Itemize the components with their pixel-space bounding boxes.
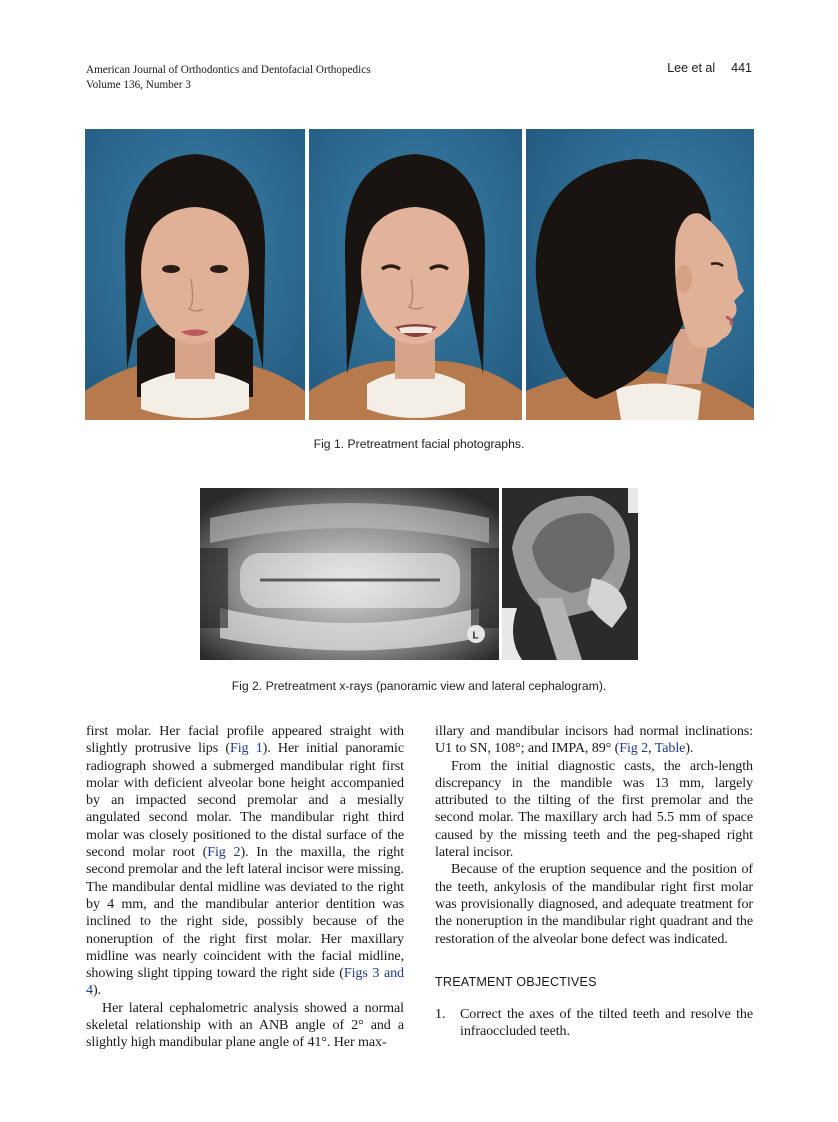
panoramic-xray xyxy=(200,488,499,660)
figures-3-4-reference-link[interactable]: Figs 3 and 4 xyxy=(86,965,404,999)
list-text: Correct the axes of the tilted teeth and resolve the infraoccluded teeth. xyxy=(460,1006,753,1040)
page-number: 441 xyxy=(731,61,752,75)
body-paragraph: Her lateral cephalometric analysis showed a normal skeletal relationship with an ANB angle of 2° and a slightly high mandibular plane angle of 41°. Her max- xyxy=(86,999,404,1051)
body-paragraph: Because of the eruption sequence and the position of the teeth, ankylosis of the mandibular right first molar was provisionally diagnosed, and adequate treatment for the noneruption in the mandibular right quadrant and the restoration of the alveolar bone defect was indicated. xyxy=(435,861,753,947)
text-run: , xyxy=(648,740,655,757)
figure-2-reference-link[interactable]: Fig 2 xyxy=(619,740,649,757)
text-run: ). Her initial panoramic radiograph showed a submerged mandibular right first molar with deficient alveolar bone height accompanied by an impacted second premolar and a mesially angulated second molar. The mandibular right third molar was closely positioned to the distal surface of the second molar root ( xyxy=(86,740,405,861)
author-running-head: Lee et al xyxy=(667,61,716,75)
body-paragraph xyxy=(435,723,753,758)
text-run: ). xyxy=(685,740,694,757)
right-column xyxy=(435,723,753,1041)
left-column xyxy=(86,723,404,1052)
objective-list-item xyxy=(435,1006,753,1041)
text-run: ). In the maxilla, the right second premolar and the left lateral incisor were missing. The mandibular dental midline was deviated to the right by 4 mm, and the mandibular anterior dentition was inclined to the right side, possibly because of the noneruption of the right first molar. Her maxillary midline was nearly coincident with the facial midline, showing slight tipping toward the right side ( xyxy=(86,844,405,982)
body-paragraph xyxy=(86,723,404,1000)
journal-title: American Journal of Orthodontics and Dentofacial Orthopedics xyxy=(86,64,371,76)
section-heading: TREATMENT OBJECTIVES xyxy=(435,974,597,989)
list-number: 1. xyxy=(435,1006,446,1023)
journal-volume: Volume 136, Number 3 xyxy=(86,79,191,91)
running-header xyxy=(86,63,371,93)
frontal-rest-photo xyxy=(85,129,305,420)
figure-1-reference-link[interactable]: Fig 1 xyxy=(229,740,263,757)
text-run: illary and mandibular incisors had normal inclinations: U1 to SN, 108°; and IMPA, 89° ( xyxy=(435,723,753,757)
body-paragraph: From the initial diagnostic casts, the arch-length discrepancy in the mandible was 13 mm, largely attributed to the tilting of the first premolar and the second molar. The maxillary arch had 5.5 mm of space caused by the missing teeth and the peg-shaped right lateral incisor. xyxy=(435,757,753,861)
figure-1-caption: Fig 1. Pretreatment facial photographs. xyxy=(313,437,525,451)
figure-2-reference-link[interactable]: Fig 2 xyxy=(207,844,241,861)
panoramic-side-marker: L xyxy=(472,630,479,642)
table-reference-link[interactable]: Table xyxy=(654,740,686,757)
figure-2-caption: Fig 2. Pretreatment x-rays (panoramic view and lateral cephalogram). xyxy=(231,679,607,693)
lateral-cephalogram xyxy=(502,488,638,660)
frontal-smile-photo xyxy=(309,129,522,420)
profile-photo xyxy=(526,129,754,420)
text-run: ). xyxy=(92,982,101,999)
text-run: first molar. Her facial profile appeared straight with slightly protrusive lips ( xyxy=(86,723,404,757)
header-right xyxy=(667,61,752,75)
